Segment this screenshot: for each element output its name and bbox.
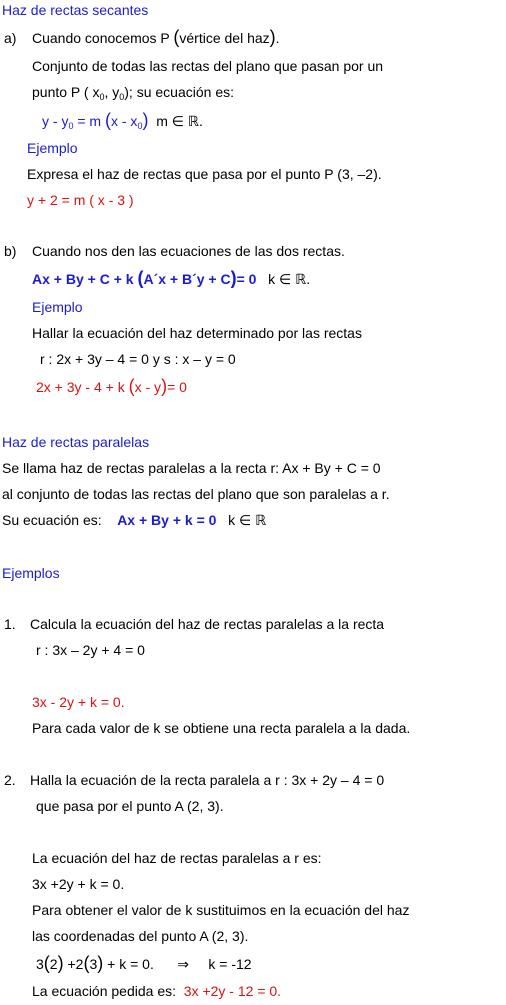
- example2-line1: La ecuación del haz de rectas paralelas a r es:: [32, 850, 322, 866]
- example-b-text: Hallar la ecuación del haz determinado por las rectas: [32, 325, 362, 341]
- example-b-answer: 2x + 3y - 4 + k (x - y)= 0: [36, 376, 187, 396]
- example1-text: Calcula la ecuación del haz de rectas paralelas a la recta: [30, 616, 385, 632]
- implies-arrow-icon: ⇒: [177, 956, 189, 972]
- example1-answer: 3x - 2y + k = 0.: [32, 694, 125, 710]
- item-a-desc1: Conjunto de todas las rectas del plano que pasan por un: [32, 58, 384, 74]
- section-title-paralelas: Haz de rectas paralelas: [2, 434, 150, 450]
- example-a-text: Expresa el haz de rectas que pasa por el punto P (3, –2).: [27, 166, 382, 182]
- example1-number: 1.: [4, 616, 16, 632]
- example2-final-equation: 3x +2y - 12 = 0.: [183, 983, 282, 999]
- item-label-b: b): [4, 243, 17, 259]
- paralelas-line2: al conjunto de todas las rectas del plano que son paralelas a r.: [2, 486, 390, 502]
- example2-line4: las coordenadas del punto A (2, 3).: [32, 928, 249, 944]
- paralelas-line1: Se llama haz de rectas paralelas a la recta r: Ax + By + C = 0: [2, 460, 381, 476]
- example2-calculation: 3(2) +2(3) + k = 0. ⇒ k = -12: [36, 953, 252, 973]
- example-label-b: Ejemplo: [32, 299, 83, 315]
- section-title-secantes: Haz de rectas secantes: [2, 2, 149, 18]
- example2-number: 2.: [4, 772, 16, 788]
- item-label-a: a): [4, 30, 17, 46]
- paralelas-line3: Su ecuación es: Ax + By + k = 0 k ∈ ℝ: [2, 512, 267, 528]
- example2-final: La ecuación pedida es: 3x +2y - 12 = 0.: [32, 983, 282, 999]
- example2-text2: que pasa por el punto A (2, 3).: [36, 798, 224, 814]
- example1-line: r : 3x – 2y + 4 = 0: [36, 642, 145, 658]
- example2-line3: Para obtener el valor de k sustituimos en la ecuación del haz: [32, 902, 410, 918]
- item-b-equation: Ax + By + C + k (A´x + B´y + C)= 0 k ∈ ℝ.: [32, 268, 311, 288]
- paralelas-equation: Ax + By + k = 0: [117, 512, 217, 528]
- item-a-equation: $y - y_0 = m$ $(x - x_0)$ m ∈ ℝ.: [42, 110, 203, 131]
- item-a-heading: Cuando conocemos P (vértice del haz).: [32, 27, 280, 47]
- item-b-heading: Cuando nos den las ecuaciones de las dos rectas.: [32, 243, 345, 259]
- example-b-lines: r : 2x + 3y – 4 = 0 y s : x – y = 0: [40, 351, 236, 367]
- example2-text: Halla la ecuación de la recta paralela a r : 3x + 2y – 4 = 0: [30, 772, 385, 788]
- example2-line2: 3x +2y + k = 0.: [32, 876, 125, 892]
- example-a-answer: y + 2 = m ( x - 3 ): [27, 192, 134, 208]
- section-title-ejemplos: Ejemplos: [2, 565, 60, 581]
- example1-note: Para cada valor de k se obtiene una recta paralela a la dada.: [32, 720, 411, 736]
- item-a-desc2: punto P ( $x_0$, $y_0$); su ecuación es:: [32, 84, 234, 102]
- example-label-a: Ejemplo: [27, 140, 78, 156]
